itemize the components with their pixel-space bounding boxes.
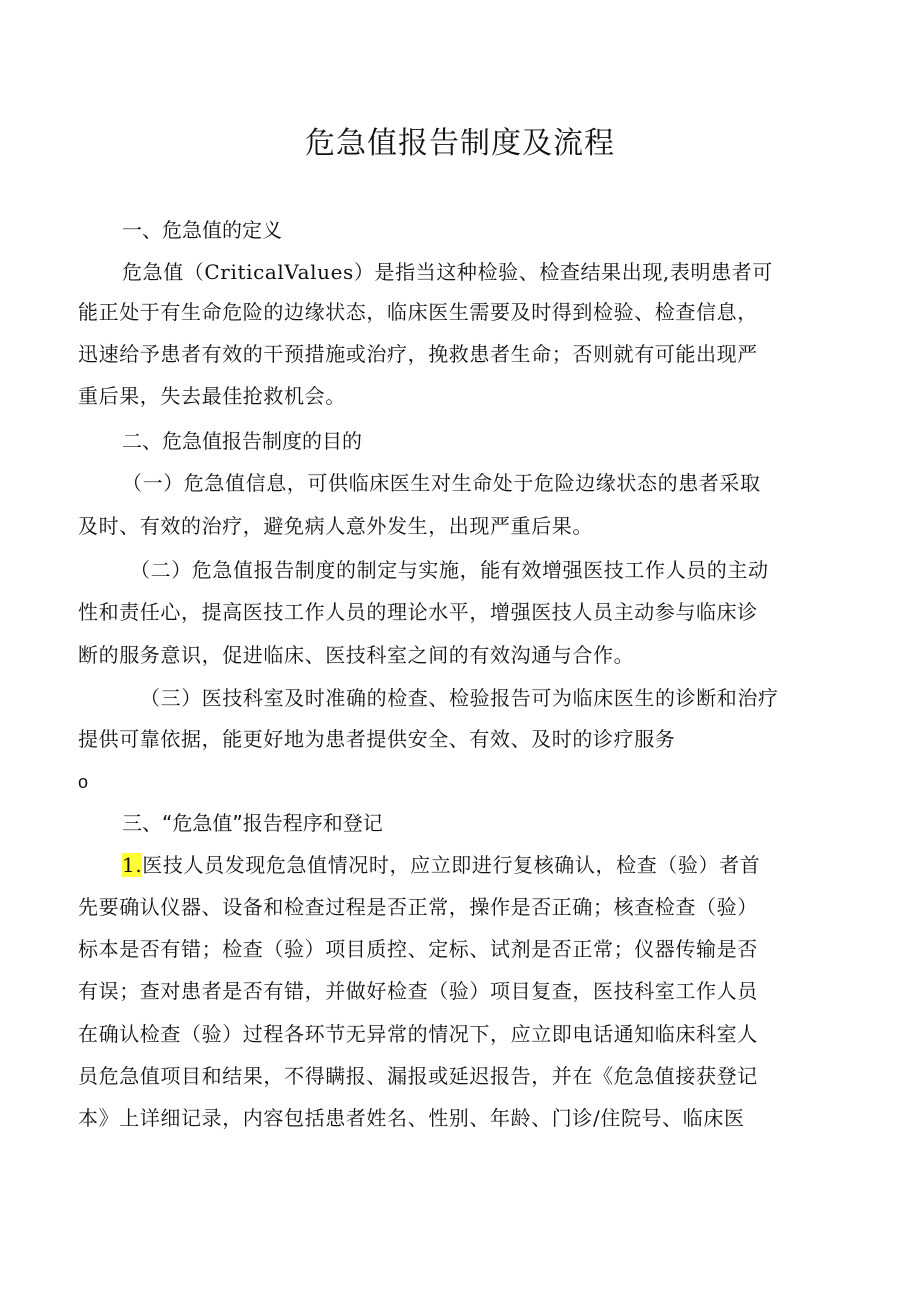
paragraph-line: 本》上详细记录，内容包括患者姓名、性别、年龄、门诊/住院号、临床医 [78,1106,745,1130]
section-2-heading: 二、危急值报告制度的目的 [122,429,362,453]
paragraph-line: 危急值（CriticalValues）是指当这种检验、检查结果出现,表明患者可 [122,260,773,284]
document-title: 危急值报告制度及流程 [305,126,615,161]
paragraph-line: 员危急值项目和结果，不得瞒报、漏报或延迟报告，并在《危急值接获登记 [78,1064,758,1088]
paragraph-line: 断的服务意识，促进临床、医技科室之间的有效沟通与合作。 [78,643,635,667]
section-1-heading: 一、危急值的定义 [122,218,282,242]
highlighted-number: 1. [122,853,143,877]
paragraph-line: （二）危急值报告制度的制定与实施，能有效增强医技工作人员的主动 [130,558,769,582]
paragraph-line [122,849,760,878]
paragraph-text: 医技人员发现危急值情况时，应立即进行复核确认，检查（验）者首 [142,853,761,877]
paragraph-line: 能正处于有生命危险的边缘状态，临床医生需要及时得到检验、检查信息， [78,300,758,324]
paragraph-line: 重后果，失去最佳抢救机会。 [78,384,346,408]
paragraph-line: 及时、有效的治疗，避免病人意外发生，出现严重后果。 [78,514,593,538]
paragraph-line: 有误；查对患者是否有错，并做好检查（验）项目复查，医技科室工作人员 [78,979,758,1003]
paragraph-line: 迅速给予患者有效的干预措施或治疗，挽救患者生命；否则就有可能出现严 [78,342,758,366]
paragraph-line: 提供可靠依据，能更好地为患者提供安全、有效、及时的诊疗服务 [78,727,676,751]
paragraph-line: 性和责任心，提高医技工作人员的理论水平，增强医技人员主动参与临床诊 [78,600,758,624]
stray-o-mark: o [78,772,89,792]
paragraph-line: （三）医技科室及时准确的检查、检验报告可为临床医生的诊断和治疗 [140,686,779,710]
paragraph-line: 在确认检查（验）过程各环节无异常的情况下，应立即电话通知临床科室人 [78,1022,758,1046]
section-3-heading: 三、“危急值”报告程序和登记 [122,811,383,835]
paragraph-line: 先要确认仪器、设备和检查过程是否正常，操作是否正确；核查检查（验） [78,895,758,919]
paragraph-line: 标本是否有错；检查（验）项目质控、定标、试剂是否正常；仪器传输是否 [78,937,758,961]
paragraph-line: （一）危急值信息，可供临床医生对生命处于危险边缘状态的患者采取 [122,471,761,495]
